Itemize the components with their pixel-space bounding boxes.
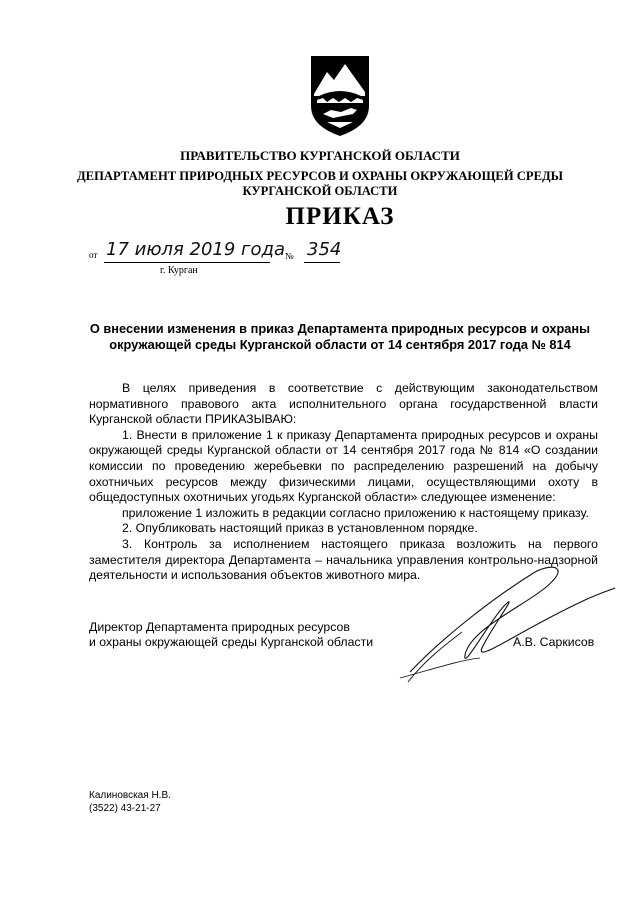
handwritten-number: 354 xyxy=(307,239,342,260)
subject-line2: окружающей среды Курганской области от 14 сентября 2017 года № 814 xyxy=(109,337,571,352)
department-name-line2: КУРГАНСКОЙ ОБЛАСТИ xyxy=(242,184,398,198)
body-line: заместителя директора Департамента – начальника управления контрольно-надзорной xyxy=(89,553,598,567)
date-prefix: от xyxy=(89,250,98,260)
body-line: 1. Внести в приложение 1 к приказу Департамента природных ресурсов и охраны xyxy=(122,428,598,442)
handwritten-signature xyxy=(370,560,620,690)
body-line: деятельности и использования объектов животного мира. xyxy=(89,568,421,582)
department-name-line1: ДЕПАРТАМЕНТ ПРИРОДНЫХ РЕСУРСОВ И ОХРАНЫ ОКРУЖАЮЩЕЙ СРЕДЫ xyxy=(77,169,563,183)
government-name: ПРАВИТЕЛЬСТВО КУРГАНСКОЙ ОБЛАСТИ xyxy=(180,148,460,163)
signer-position-line1: Директор Департамента природных ресурсов xyxy=(89,620,350,634)
handwritten-date: 17 июля 2019 года xyxy=(106,239,286,260)
body-line: Курганской области ПРИКАЗЫВАЮ: xyxy=(89,412,297,426)
coat-of-arms-emblem xyxy=(303,52,377,138)
body-line: нормативного правового акта исполнительного органа государственной власти xyxy=(89,397,598,411)
body-line: общедоступных охотничьих угодьях Курганской области» следующее изменение: xyxy=(89,490,556,504)
document-title: ПРИКАЗ xyxy=(285,203,395,230)
city: г. Курган xyxy=(160,265,198,276)
body-line: 2. Опубликовать настоящий приказ в установленном порядке. xyxy=(122,521,478,535)
body-line: охотничьих ресурсов между физическими лицами, осуществляющими охоту в xyxy=(89,475,598,489)
body-line: В целях приведения в соответствие с действующим законодательством xyxy=(122,381,598,395)
body-line: приложение 1 изложить в редакции согласно приложению к настоящему приказу. xyxy=(122,506,589,520)
signer-name: А.В. Саркисов xyxy=(513,635,595,649)
number-underline xyxy=(304,262,340,263)
body-line: 3. Контроль за исполнением настоящего приказа возложить на первого xyxy=(122,537,598,551)
subject-line1: О внесении изменения в приказ Департамента природных ресурсов и охраны xyxy=(89,321,591,336)
date-underline xyxy=(104,262,270,263)
executor-phone: (3522) 43-21-27 xyxy=(89,803,161,814)
body-line: окружающей среды Курганской области от 14 сентября 2017 года № 814 «О создании xyxy=(89,443,598,457)
signer-position-line2: и охраны окружающей среды Курганской области xyxy=(89,635,374,649)
executor-name: Калиновская Н.В. xyxy=(89,790,171,801)
body-line: комиссии по проведению жеребьевки по распределению разрешений на добычу xyxy=(89,459,598,473)
number-prefix: № xyxy=(285,251,294,261)
